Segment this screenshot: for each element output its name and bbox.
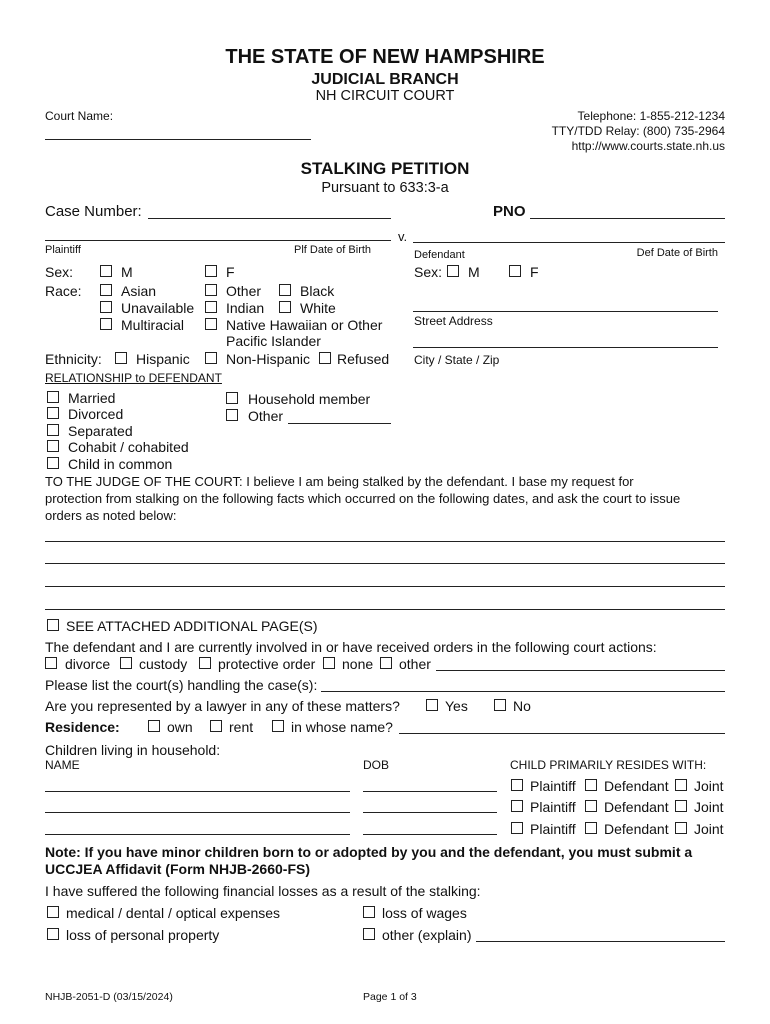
court-title: NH CIRCUIT COURT bbox=[315, 88, 455, 104]
action-protective-order-label: protective order bbox=[218, 656, 316, 672]
rel-married-label: Married bbox=[68, 390, 116, 406]
child-name-field[interactable] bbox=[45, 834, 350, 835]
ethnicity-hispanic-checkbox[interactable] bbox=[115, 352, 127, 364]
lawyer-yes-checkbox[interactable] bbox=[426, 699, 438, 711]
loss-medical-label: medical / dental / optical expenses bbox=[66, 905, 281, 921]
race-black-label: Black bbox=[300, 283, 335, 299]
pno-label: PNO bbox=[493, 203, 526, 220]
race-indian-checkbox[interactable] bbox=[205, 301, 217, 313]
loss-other-label: other (explain) bbox=[382, 927, 472, 943]
case-number-field[interactable] bbox=[148, 218, 391, 219]
race-multiracial-label: Multiracial bbox=[121, 317, 185, 333]
residence-whose-checkbox[interactable] bbox=[272, 720, 284, 732]
residence-rent-label: rent bbox=[229, 719, 254, 735]
defendant-name-field[interactable] bbox=[413, 242, 725, 243]
race-native-hawaiian-checkbox[interactable] bbox=[205, 318, 217, 330]
plaintiff-race-label: Race: bbox=[45, 283, 82, 299]
ethnicity-refused-label: Refused bbox=[337, 351, 390, 367]
facts-line[interactable] bbox=[45, 609, 725, 610]
rel-cohabit-checkbox[interactable] bbox=[47, 440, 59, 452]
plaintiff-name-field[interactable] bbox=[45, 240, 391, 241]
child3-joint-label: Joint bbox=[694, 821, 724, 837]
race-other-checkbox[interactable] bbox=[205, 284, 217, 296]
website: http://www.courts.state.nh.us bbox=[571, 139, 725, 153]
child2-plaintiff-label: Plaintiff bbox=[530, 799, 576, 815]
defendant-city-label: City / State / Zip bbox=[414, 353, 500, 367]
losses-intro: I have suffered the following financial losses as a result of the stalking: bbox=[45, 883, 481, 899]
statement-line-2: protection from stalking on the following facts which occurred on the following dates, and ask the court to issue bbox=[45, 491, 681, 506]
race-asian-label: Asian bbox=[121, 283, 157, 299]
defendant-sex-m-checkbox[interactable] bbox=[447, 265, 459, 277]
plaintiff-label: Plaintiff bbox=[45, 244, 81, 256]
rel-household-label: Household member bbox=[248, 391, 371, 407]
child3-plaintiff-label: Plaintiff bbox=[530, 821, 576, 837]
residence-own-checkbox[interactable] bbox=[148, 720, 160, 732]
defendant-dob-label: Def Date of Birth bbox=[636, 247, 718, 259]
child3-plaintiff-checkbox[interactable] bbox=[511, 822, 523, 834]
action-custody-checkbox[interactable] bbox=[120, 657, 132, 669]
children-name-column: NAME bbox=[45, 758, 80, 772]
action-divorce-checkbox[interactable] bbox=[45, 657, 57, 669]
action-other-checkbox[interactable] bbox=[380, 657, 392, 669]
residence-rent-checkbox[interactable] bbox=[210, 720, 222, 732]
defendant-street-label: Street Address bbox=[414, 314, 493, 328]
pno-field[interactable] bbox=[530, 218, 725, 219]
defendant-sex-m-label: M bbox=[468, 264, 480, 280]
lawyer-no-label: No bbox=[513, 698, 531, 714]
uccjea-note-line-1: Note: If you have minor children born to or adopted by you and the defendant, you must submit a bbox=[45, 844, 693, 860]
race-native-hawaiian-label: Native Hawaiian or Other bbox=[226, 317, 383, 333]
race-white-checkbox[interactable] bbox=[279, 301, 291, 313]
plaintiff-sex-m-label: M bbox=[121, 264, 133, 280]
loss-property-label: loss of personal property bbox=[66, 927, 220, 943]
lawyer-yes-label: Yes bbox=[445, 698, 468, 714]
rel-other-label: Other bbox=[248, 408, 284, 424]
loss-wages-checkbox[interactable] bbox=[363, 906, 375, 918]
race-other-label: Other bbox=[226, 283, 262, 299]
facts-line[interactable] bbox=[45, 541, 725, 542]
ethnicity-non-hispanic-checkbox[interactable] bbox=[205, 352, 217, 364]
plaintiff-dob-label: Plf Date of Birth bbox=[294, 244, 372, 256]
defendant-sex-f-checkbox[interactable] bbox=[509, 265, 521, 277]
versus: v. bbox=[398, 229, 408, 244]
ethnicity-non-hispanic-label: Non-Hispanic bbox=[226, 351, 311, 367]
rel-married-checkbox[interactable] bbox=[47, 391, 59, 403]
child1-defendant-checkbox[interactable] bbox=[585, 779, 597, 791]
lawyer-question: Are you represented by a lawyer in any of these matters? bbox=[45, 698, 400, 714]
rel-divorced-label: Divorced bbox=[68, 406, 124, 422]
race-white-label: White bbox=[300, 300, 336, 316]
action-none-checkbox[interactable] bbox=[323, 657, 335, 669]
defendant-city-field[interactable] bbox=[413, 347, 718, 348]
child2-joint-label: Joint bbox=[694, 799, 724, 815]
residence-whose-label: in whose name? bbox=[291, 719, 393, 735]
petition-title: STALKING PETITION bbox=[300, 159, 470, 178]
defendant-label: Defendant bbox=[414, 249, 465, 261]
child1-joint-label: Joint bbox=[694, 778, 724, 794]
loss-medical-checkbox[interactable] bbox=[47, 906, 59, 918]
facts-line[interactable] bbox=[45, 563, 725, 564]
state-title: THE STATE OF NEW HAMPSHIRE bbox=[225, 46, 545, 68]
child-dob-field[interactable] bbox=[363, 834, 497, 835]
child3-defendant-label: Defendant bbox=[604, 821, 669, 837]
plaintiff-sex-f-label: F bbox=[226, 264, 235, 280]
residence-label: Residence: bbox=[45, 719, 120, 735]
plaintiff-sex-label: Sex: bbox=[45, 264, 74, 280]
child1-defendant-label: Defendant bbox=[604, 778, 669, 794]
children-dob-column: DOB bbox=[363, 758, 390, 772]
child-dob-field[interactable] bbox=[363, 791, 497, 792]
courts-handling-field[interactable] bbox=[321, 691, 725, 692]
rel-cohabit-label: Cohabit / cohabited bbox=[68, 439, 189, 455]
child2-joint-checkbox[interactable] bbox=[675, 800, 687, 812]
race-indian-label: Indian bbox=[226, 300, 265, 316]
action-divorce-label: divorce bbox=[65, 656, 111, 672]
action-none-label: none bbox=[342, 656, 374, 672]
action-protective-order-checkbox[interactable] bbox=[199, 657, 211, 669]
court-name-label: Court Name: bbox=[45, 109, 114, 123]
petition-subtitle: Pursuant to 633:3-a bbox=[321, 180, 449, 196]
child2-defendant-label: Defendant bbox=[604, 799, 669, 815]
rel-household-checkbox[interactable] bbox=[226, 392, 238, 404]
defendant-sex-f-label: F bbox=[530, 264, 539, 280]
court-actions-intro: The defendant and I are currently involved in or have received orders in the following court actions: bbox=[45, 639, 657, 655]
form-id: NHJB-2051-D (03/15/2024) bbox=[45, 991, 173, 1003]
child-name-field[interactable] bbox=[45, 791, 350, 792]
attached-pages-label: SEE ATTACHED ADDITIONAL PAGE(S) bbox=[66, 618, 318, 634]
rel-divorced-checkbox[interactable] bbox=[47, 407, 59, 419]
ethnicity-label: Ethnicity: bbox=[45, 351, 102, 367]
uccjea-note-line-2: UCCJEA Affidavit (Form NHJB-2660-FS) bbox=[45, 861, 310, 877]
loss-property-checkbox[interactable] bbox=[47, 928, 59, 940]
facts-line[interactable] bbox=[45, 586, 725, 587]
race-asian-checkbox[interactable] bbox=[100, 284, 112, 296]
page-number: Page 1 of 3 bbox=[363, 991, 417, 1003]
action-other-label: other bbox=[399, 656, 431, 672]
ethnicity-refused-checkbox[interactable] bbox=[319, 352, 331, 364]
statement-line-3: orders as noted below: bbox=[45, 508, 177, 523]
child-dob-field[interactable] bbox=[363, 812, 497, 813]
race-multiracial-checkbox[interactable] bbox=[100, 318, 112, 330]
rel-separated-label: Separated bbox=[68, 423, 133, 439]
lawyer-no-checkbox[interactable] bbox=[494, 699, 506, 711]
court-name-field[interactable] bbox=[45, 139, 311, 140]
rel-separated-checkbox[interactable] bbox=[47, 424, 59, 436]
statement-line-1: TO THE JUDGE OF THE COURT: I believe I am being stalked by the defendant. I base my request for bbox=[45, 474, 634, 489]
telephone: Telephone: 1-855-212-1234 bbox=[577, 109, 725, 123]
plaintiff-sex-m-checkbox[interactable] bbox=[100, 265, 112, 277]
child-name-field[interactable] bbox=[45, 812, 350, 813]
tty-relay: TTY/TDD Relay: (800) 735-2964 bbox=[551, 124, 725, 138]
rel-child-in-common-checkbox[interactable] bbox=[47, 457, 59, 469]
race-pacific-islander-label: Pacific Islander bbox=[226, 333, 321, 349]
rel-child-in-common-label: Child in common bbox=[68, 456, 173, 472]
loss-wages-label: loss of wages bbox=[382, 905, 467, 921]
child2-defendant-checkbox[interactable] bbox=[585, 800, 597, 812]
race-black-checkbox[interactable] bbox=[279, 284, 291, 296]
children-resides-column: CHILD PRIMARILY RESIDES WITH: bbox=[510, 758, 707, 772]
child1-plaintiff-label: Plaintiff bbox=[530, 778, 576, 794]
residence-own-label: own bbox=[167, 719, 193, 735]
children-heading: Children living in household: bbox=[45, 742, 221, 758]
courts-handling-label: Please list the court(s) handling the case(s): bbox=[45, 677, 318, 693]
action-custody-label: custody bbox=[139, 656, 188, 672]
defendant-sex-label: Sex: bbox=[414, 264, 443, 280]
rel-other-field[interactable] bbox=[288, 423, 391, 424]
race-unavailable-checkbox[interactable] bbox=[100, 301, 112, 313]
plaintiff-sex-f-checkbox[interactable] bbox=[205, 265, 217, 277]
case-number-label: Case Number: bbox=[45, 203, 142, 220]
residence-whose-field[interactable] bbox=[399, 733, 725, 734]
branch-title: JUDICIAL BRANCH bbox=[311, 71, 459, 88]
action-other-field[interactable] bbox=[436, 670, 725, 671]
child1-joint-checkbox[interactable] bbox=[675, 779, 687, 791]
child2-plaintiff-checkbox[interactable] bbox=[511, 800, 523, 812]
race-unavailable-label: Unavailable bbox=[121, 300, 195, 316]
loss-other-checkbox[interactable] bbox=[363, 928, 375, 940]
attached-pages-checkbox[interactable] bbox=[47, 619, 59, 631]
child3-defendant-checkbox[interactable] bbox=[585, 822, 597, 834]
child1-plaintiff-checkbox[interactable] bbox=[511, 779, 523, 791]
relationship-heading: RELATIONSHIP to DEFENDANT bbox=[45, 371, 222, 385]
ethnicity-hispanic-label: Hispanic bbox=[136, 351, 190, 367]
rel-other-checkbox[interactable] bbox=[226, 409, 238, 421]
child3-joint-checkbox[interactable] bbox=[675, 822, 687, 834]
loss-other-field[interactable] bbox=[476, 941, 725, 942]
defendant-street-field[interactable] bbox=[413, 311, 718, 312]
